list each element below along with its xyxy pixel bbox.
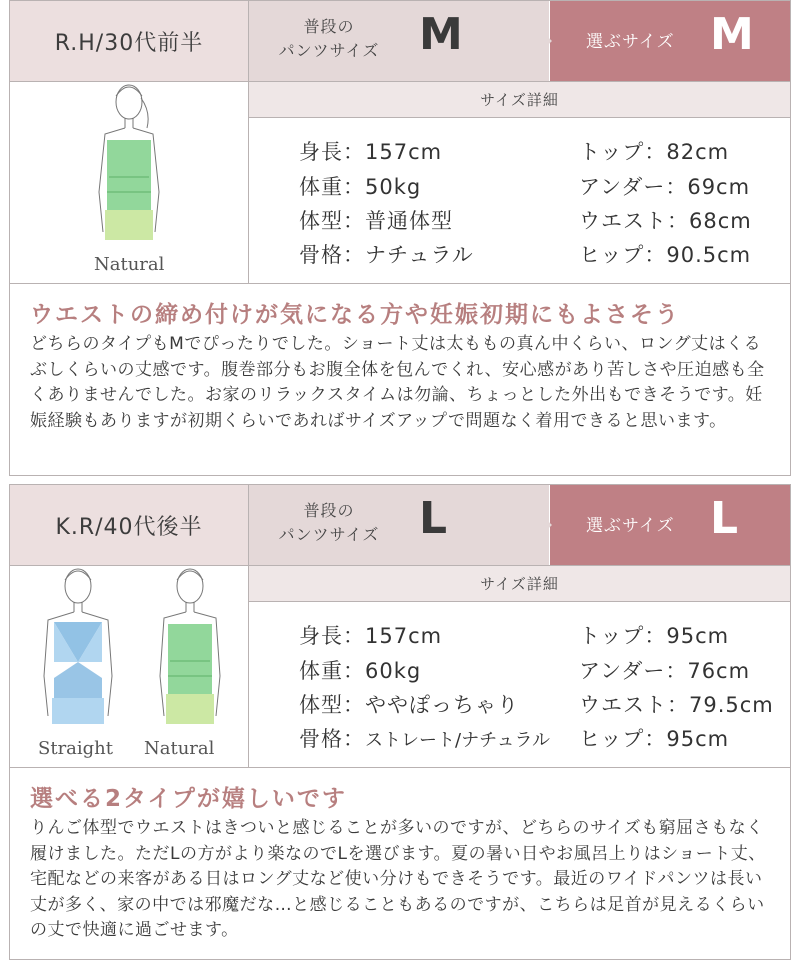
- chosen-size-label: 選ぶサイズ: [586, 516, 675, 536]
- spec-weight: 体重：50kg: [299, 175, 422, 199]
- review-title: 選べる2タイプが嬉しいです: [30, 786, 347, 812]
- spec-weight: 体重：60kg: [299, 659, 422, 683]
- body-figure-natural-icon: [160, 569, 220, 724]
- size-detail-header: サイズ詳細: [249, 81, 790, 117]
- spec-top: トップ：82cm: [579, 140, 730, 164]
- body-type-figures: [10, 565, 249, 767]
- review-header: [10, 1, 790, 81]
- usual-size-label-line2: パンツサイズ: [278, 41, 380, 60]
- arrow-right-icon: [510, 485, 552, 565]
- review-header: [10, 485, 790, 565]
- body-type-figure: [10, 81, 249, 283]
- spec-top: トップ：95cm: [579, 624, 730, 648]
- reviewer-name: R.H/30代前半: [10, 1, 249, 81]
- chosen-size-block: [550, 1, 790, 81]
- usual-size-label: [269, 15, 389, 63]
- spec-body-type: 体型：普通体型: [299, 209, 453, 233]
- chosen-size-label: 選ぶサイズ: [586, 32, 675, 52]
- reviewer-name: K.R/40代後半: [10, 485, 249, 565]
- chosen-size-value: M: [710, 9, 754, 60]
- spec-under: アンダー：69cm: [579, 175, 751, 199]
- usual-size-label-line2: パンツサイズ: [278, 525, 380, 544]
- spec-frame: 骨格：ストレート/ナチュラル: [299, 727, 550, 751]
- spec-height: 身長：157cm: [299, 624, 443, 648]
- spec-waist: ウエスト：79.5cm: [579, 693, 774, 717]
- body-figure-natural-icon: [10, 82, 248, 282]
- usual-size-block: [249, 1, 549, 81]
- spec-hip: ヒップ：90.5cm: [579, 243, 752, 267]
- usual-size-value: M: [419, 9, 463, 60]
- chosen-size-block: [550, 485, 790, 565]
- size-detail-table: [249, 117, 790, 283]
- usual-size-block: [249, 485, 549, 565]
- usual-size-value: L: [419, 493, 448, 544]
- usual-size-label-line1: 普段の: [303, 501, 355, 520]
- review-comment: [10, 283, 790, 475]
- spec-body-type: 体型：ややぽっちゃり: [299, 693, 519, 717]
- spec-waist: ウエスト：68cm: [579, 209, 752, 233]
- review-body: りんご体型でウエストはきついと感じることが多いのですが、どちらのサイズも窮屈さもなく履けました。ただLの方がより楽なのでLを選びます。夏の暑い日やお風呂上りはショート丈、宅配などの来客がある日はロング丈など使い分けもできそうです。最近のワイドパンツは長い丈が多く、家の中では邪魔だな…と感じることもあるのですが、こちらは足首が見えるくらいの丈で快適に過ごせます。: [30, 818, 766, 940]
- review-body: どちらのタイプもMでぴったりでした。ショート丈は太ももの真ん中くらい、ロング丈はくるぶしくらいの丈感です。腹巻部分もお腹全体を包んでくれ、安心感があり苦しさや圧迫感も全くありませんでした。お家のリラックスタイムは勿論、ちょっとした外出もできそうです。妊娠経験もありますが初期くらいであればサイズアップで問題なく着用できると思います。: [30, 334, 765, 431]
- usual-size-label-line1: 普段の: [303, 17, 355, 36]
- figure-label-natural: Natural: [94, 254, 165, 275]
- spec-height: 身長：157cm: [299, 140, 443, 164]
- review-card-2: [9, 484, 791, 960]
- review-comment: [10, 767, 790, 959]
- size-detail-table: [249, 601, 790, 767]
- spec-frame: 骨格：ナチュラル: [299, 243, 474, 267]
- usual-size-label: [269, 499, 389, 547]
- spec-hip: ヒップ：95cm: [579, 727, 730, 751]
- figure-label-natural: Natural: [144, 738, 215, 759]
- arrow-right-icon: [510, 1, 552, 81]
- size-detail-header: サイズ詳細: [249, 565, 790, 601]
- figure-label-straight: Straight: [38, 738, 114, 759]
- body-figure-straight-icon: [10, 566, 248, 766]
- chosen-size-value: L: [710, 493, 739, 544]
- review-card-1: [9, 0, 791, 476]
- spec-under: アンダー：76cm: [579, 659, 751, 683]
- review-title: ウエストの締め付けが気になる方や妊娠初期にもよさそう: [30, 302, 680, 328]
